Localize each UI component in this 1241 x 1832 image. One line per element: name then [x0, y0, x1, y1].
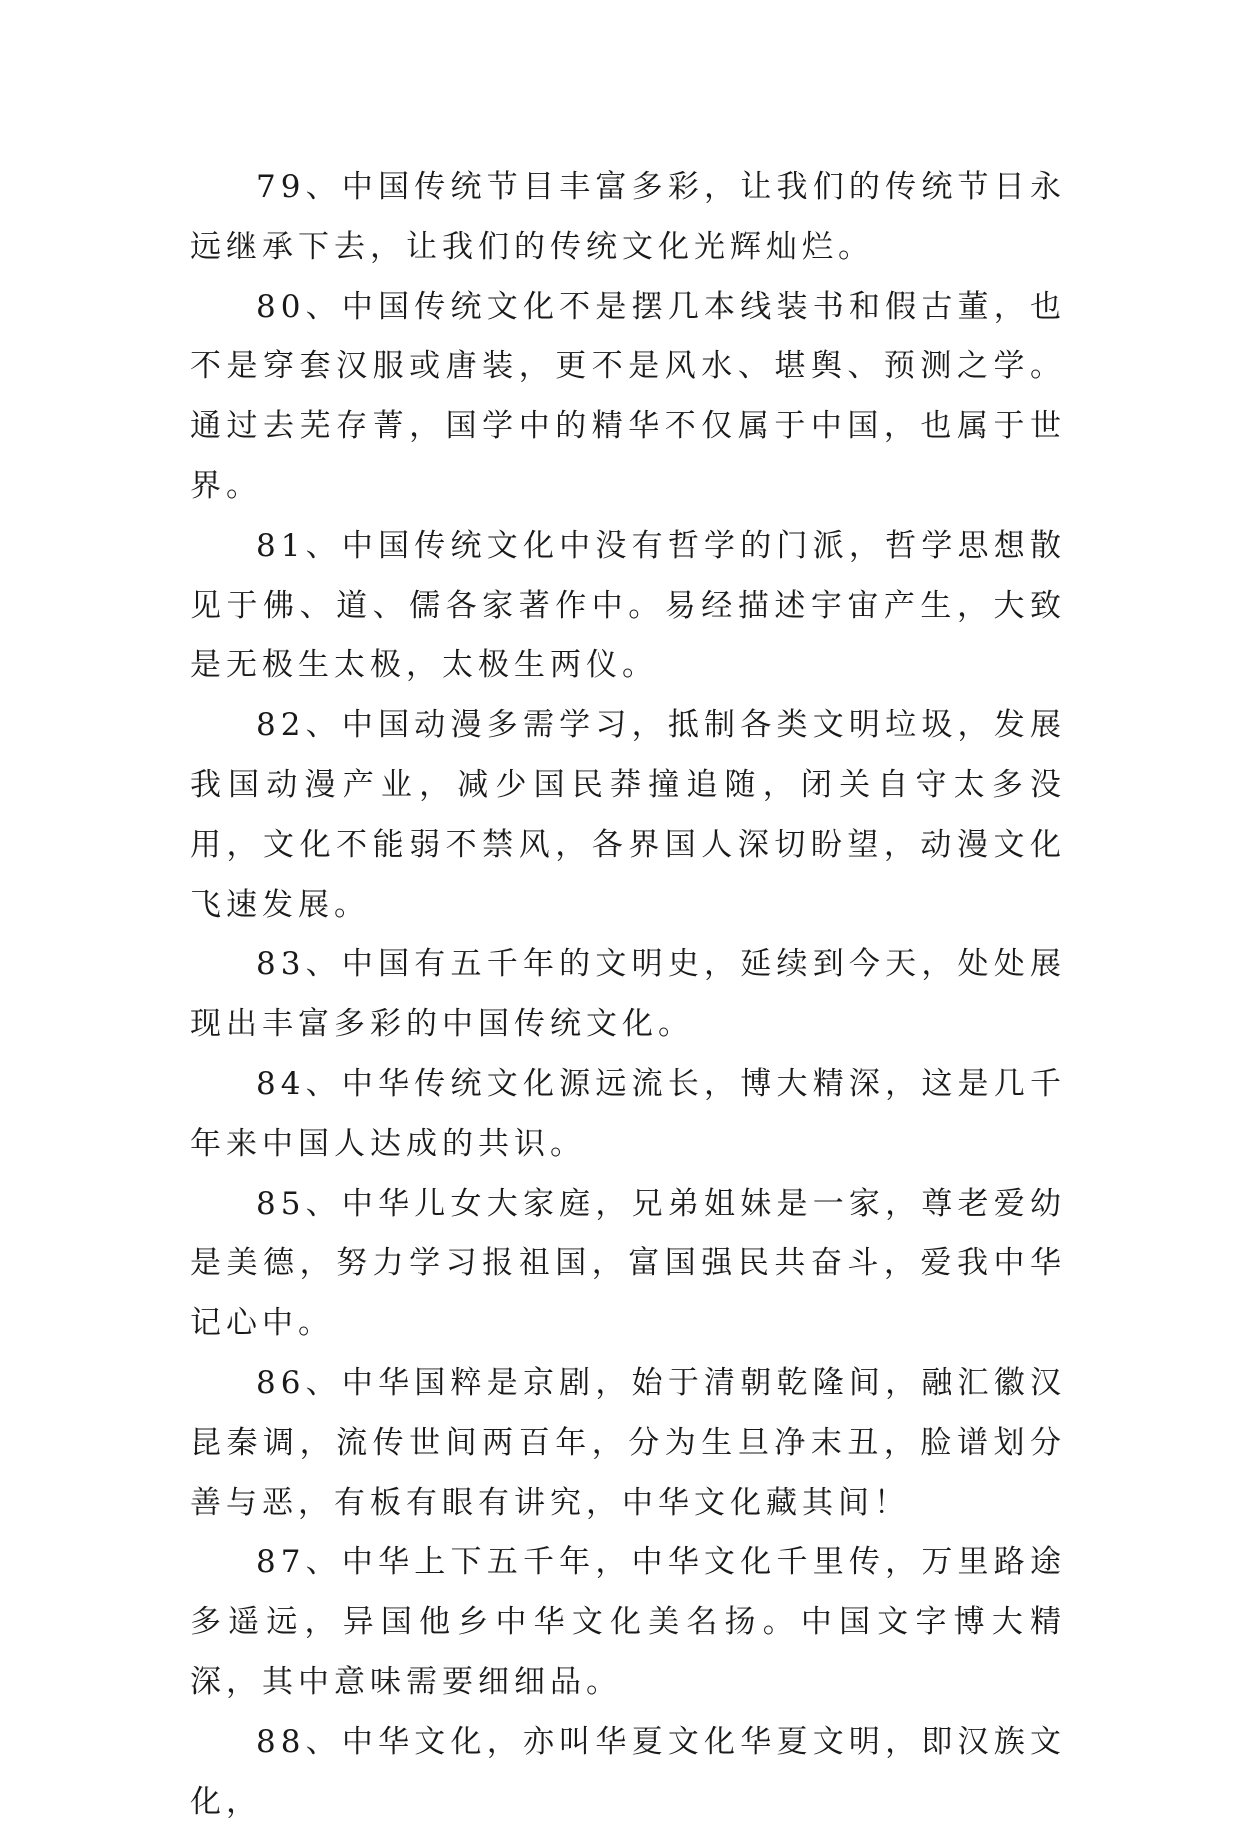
paragraph-80: 80、中国传统文化不是摆几本线装书和假古董，也不是穿套汉服或唐装，更不是风水、堪舆、预测之学。通过去芜存菁，国学中的精华不仅属于中国，也属于世界。: [190, 288, 1066, 504]
paragraph-88: 88、中华文化，亦叫华夏文化华夏文明，即汉族文化，: [190, 1723, 1066, 1820]
paragraph-82: 82、中国动漫多需学习，抵制各类文明垃圾，发展我国动漫产业，减少国民莽撞追随，闭关自守太多没用，文化不能弱不禁风，各界国人深切盼望，动漫文化飞速发展。: [190, 707, 1066, 923]
paragraph-87: 87、中华上下五千年，中华文化千里传，万里路途多遥远，异国他乡中华文化美名扬。中国文字博大精深，其中意味需要细细品。: [190, 1544, 1066, 1700]
paragraph-84: 84、中华传统文化源远流长，博大精深，这是几千年来中国人达成的共识。: [190, 1065, 1066, 1162]
document-page: [190, 158, 1066, 1832]
paragraph-85: 85、中华儿女大家庭，兄弟姐妹是一家，尊老爱幼是美德，努力学习报祖国，富国强民共奋斗，爱我中华记心中。: [190, 1185, 1066, 1342]
paragraph-83: 83、中国有五千年的文明史，延续到今天，处处展现出丰富多彩的中国传统文化。: [190, 946, 1066, 1043]
paragraph-79: 79、中国传统节目丰富多彩，让我们的传统节日永远继承下去，让我们的传统文化光辉灿烂。: [190, 169, 1066, 265]
paragraph-81: 81、中国传统文化中没有哲学的门派，哲学思想散见于佛、道、儒各家著作中。易经描述宇宙产生，大致是无极生太极，太极生两仪。: [190, 527, 1066, 684]
paragraph-86: 86、中华国粹是京剧，始于清朝乾隆间，融汇徽汉昆秦调，流传世间两百年，分为生旦净末丑，脸谱划分善与恶，有板有眼有讲究，中华文化藏其间！: [190, 1364, 1066, 1521]
